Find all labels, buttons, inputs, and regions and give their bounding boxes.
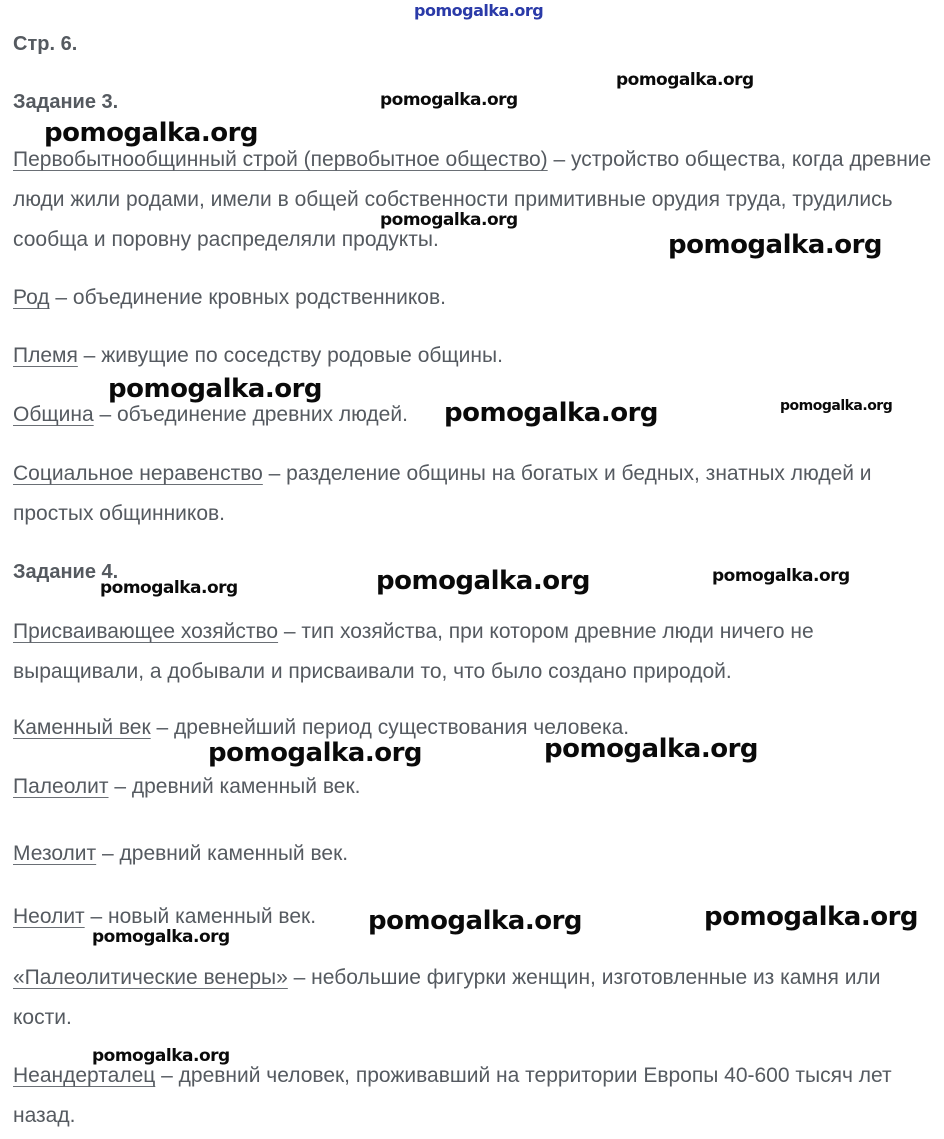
watermark-text: pomogalka.org [208,738,423,768]
watermark-text: pomogalka.org [44,118,259,148]
watermark-text: pomogalka.org [668,230,883,260]
watermark-text: pomogalka.org [704,902,919,932]
task4-entry-stone-age [13,708,938,748]
task3-heading: Задание 3. [13,91,119,113]
term-label: Социальное неравенство [13,462,263,485]
watermark-text: pomogalka.org [376,566,591,596]
term-label: Палеолит [13,775,109,798]
watermark-text: pomogalka.org [544,734,759,764]
definition-text: – древнейший период существования человека. [150,716,630,739]
task3-entry-clan [13,278,938,318]
top-watermark: pomogalka.org [414,1,544,20]
term-label: Община [13,403,94,426]
watermark-text: pomogalka.org [108,374,323,404]
watermark-text: pomogalka.org [380,210,518,230]
definition-text: – древний человек, проживавший на территории Европы 40-600 тысяч лет назад. [13,1064,892,1127]
watermark-text: pomogalka.org [368,906,583,936]
task4-entry-paleolithic [13,767,938,807]
term-label: Неандерталец [13,1064,156,1087]
watermark-text: pomogalka.org [92,927,230,947]
definition-text: – тип хозяйства, при котором древние люди ничего не выращивали, а добывали и присваивали то, что было создано природой. [13,620,814,683]
term-label: Неолит [13,905,85,928]
term-label: Мезолит [13,842,97,865]
watermark-text: pomogalka.org [780,398,893,414]
definition-text: – живущие по соседству родовые общины. [77,344,503,367]
watermark-text: pomogalka.org [444,398,659,428]
definition-text: – объединение древних людей. [93,403,408,426]
task4-entry-appropriating-economy [13,612,938,692]
definition-text: – небольшие фигурки женщин, изготовленные из камня или кости. [13,966,881,1029]
definition-text: – новый каменный век. [84,905,317,928]
task4-heading: Задание 4. [13,561,119,583]
task3-entry-social-inequality [13,454,938,534]
term-label: Племя [13,344,78,367]
term-label: Первобытнообщинный строй (первобытное общество) [13,148,548,171]
definition-text: – древний каменный век. [96,842,349,865]
task4-entry-paleolithic-venuses [13,958,938,1038]
task4-entry-neanderthal [13,1056,938,1136]
term-label: Присваивающее хозяйство [13,620,279,643]
term-label: Род [13,286,50,309]
definition-text: – объединение кровных родственников. [49,286,446,309]
term-label: «Палеолитические венеры» [13,966,288,989]
watermark-text: pomogalka.org [616,70,754,90]
term-label: Каменный век [13,716,151,739]
watermark-text: pomogalka.org [100,578,238,598]
definition-text: – разделение общины на богатых и бедных, знатных людей и простых общинников. [13,462,872,525]
watermark-text: pomogalka.org [92,1046,230,1066]
task3-entry-tribe [13,336,938,376]
watermark-text: pomogalka.org [712,566,850,586]
watermark-text: pomogalka.org [380,90,518,110]
page-label: Стр. 6. [13,33,78,55]
definition-text: – древний каменный век. [108,775,361,798]
task4-entry-mesolithic [13,834,938,874]
definition-text: – устройство общества, когда древние люди жили родами, имели в общей собственности примитивные орудия труда, трудились сообща и поровну распределяли продукты. [13,148,932,251]
